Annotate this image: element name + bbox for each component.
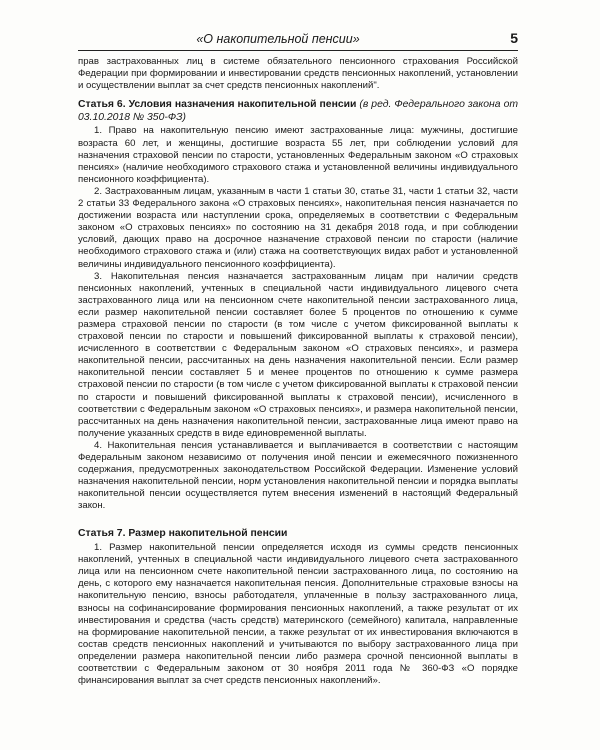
article-6-paragraph-4: 4. Накопительная пенсия устанавливается и выплачивается в соответствии с настоящим Федеральным законом независимо от получения иной пенсии и ежемесячного пожизненного содержания, предусмотренных законодательством Российской Федерации. Изменение условий назначения накопительной пенсии, норм установления накопительной пенсии и порядка выплаты накопительной пенсии осуществляется путем внесения изменений в настоящий Федеральный закон. xyxy=(78,439,518,512)
article-6-paragraph-1: 1. Право на накопительную пенсию имеют застрахованные лица: мужчины, достигшие возраста 60 лет, и женщины, достигшие возраста 55 лет, при соблюдении условий для назначения страховой пенсии по старости, установленных Федеральным законом «О страховых пенсиях» (наличие необходимого страхового стажа и установленной величины индивидуального пенсионного коэффициента). xyxy=(78,125,518,185)
article-6-title: Статья 6. Условия назначения накопительной пенсии xyxy=(78,99,357,111)
page-number: 5 xyxy=(510,30,518,46)
article-7-title: Статья 7. Размер накопительной пенсии xyxy=(78,528,288,540)
page-header xyxy=(78,30,518,51)
article-6-heading xyxy=(78,99,518,124)
article-7-paragraph-1: 1. Размер накопительной пенсии определяется исходя из суммы средств пенсионных накоплений, учтенных в специальной части индивидуального лицевого счета застрахованного лица или на пенсионном счете накопительной пенсии застрахованного лица, по состоянию на день, с которого ему назначается накопительная пенсия. Дополнительные страховые взносы на накопительную пенсию, взносы работодателя, уплаченные в пользу застрахованного лица, взносы на софинансирование формирования пенсионных накоплений, а также результат от их инвестирования и средства (часть средств) материнского (семейного) капитала, направленные на формирование накопительной пенсии, а также результат от их инвестирования включаются в состав средств пенсионных накоплений и учитываются по выбору застрахованного лица при определении размера накопительной пенсии либо размера срочной пенсионной выплаты в соответствии с Федеральным законом от 30 ноября 2011 года № 360-ФЗ «О порядке финансирования выплат за счет средств пенсионных накоплений». xyxy=(78,542,518,687)
document-body xyxy=(78,56,518,687)
article-7-heading xyxy=(78,528,518,541)
intro-paragraph: прав застрахованных лиц в системе обязательного пенсионного страхования Российской Федерации при формировании и инвестировании средств пенсионных накоплений, установлении и осуществлении выплат за счет средств пенсионных накоплений". xyxy=(78,56,518,92)
article-6-edition-note: (в ред. Федерального закона от 03.10.2018 № 350-ФЗ) xyxy=(78,99,518,123)
article-6-paragraph-2: 2. Застрахованным лицам, указанным в части 1 статьи 30, статье 31, части 1 статьи 32, части 2 статьи 33 Федерального закона «О страховых пенсиях», накопительная пенсия назначается по достижении возраста или наступлении срока, определяемых в соответствии с Федеральным законом «О страховых пенсиях» по состоянию на 31 декабря 2018 года, и при соблюдении условий, дающих право на досрочное назначение страховой пенсии по старости (наличие необходимого страхового стажа и (или) стажа на соответствующих видах работ и установленной величины индивидуального пенсионного коэффициента). xyxy=(78,185,518,270)
article-6-paragraph-3: 3. Накопительная пенсия назначается застрахованным лицам при наличии средств пенсионных накоплений, учтенных в специальной части индивидуального лицевого счета застрахованного лица или на пенсионном счете накопительной пенсии застрахованного лица, если размер накопительной пенсии составляет более 5 процентов по отношению к сумме размера страховой пенсии по старости (в том числе с учетом фиксированной выплаты к страховой пенсии по старости и повышений фиксированной выплаты к страховой пенсии), исчисленного в соответствии с Федеральным законом «О страховых пенсиях», и размера накопительной пенсии, рассчитанных на день назначения накопительной пенсии. Если размер накопительной пенсии составляет 5 и менее процентов по отношению к сумме размера страховой пенсии по старости (в том числе с учетом фиксированной выплаты к страховой пенсии по старости и повышений фиксированной выплаты к страховой пенсии), исчисленного в соответствии с Федеральным законом «О страховых пенсиях», и размера накопительной пенсии, рассчитанных на день назначения накопительной пенсии, застрахованные лица имеют право на получение указанных средств в виде единовременной выплаты. xyxy=(78,270,518,439)
running-title: «О накопительной пенсии» xyxy=(196,32,360,46)
